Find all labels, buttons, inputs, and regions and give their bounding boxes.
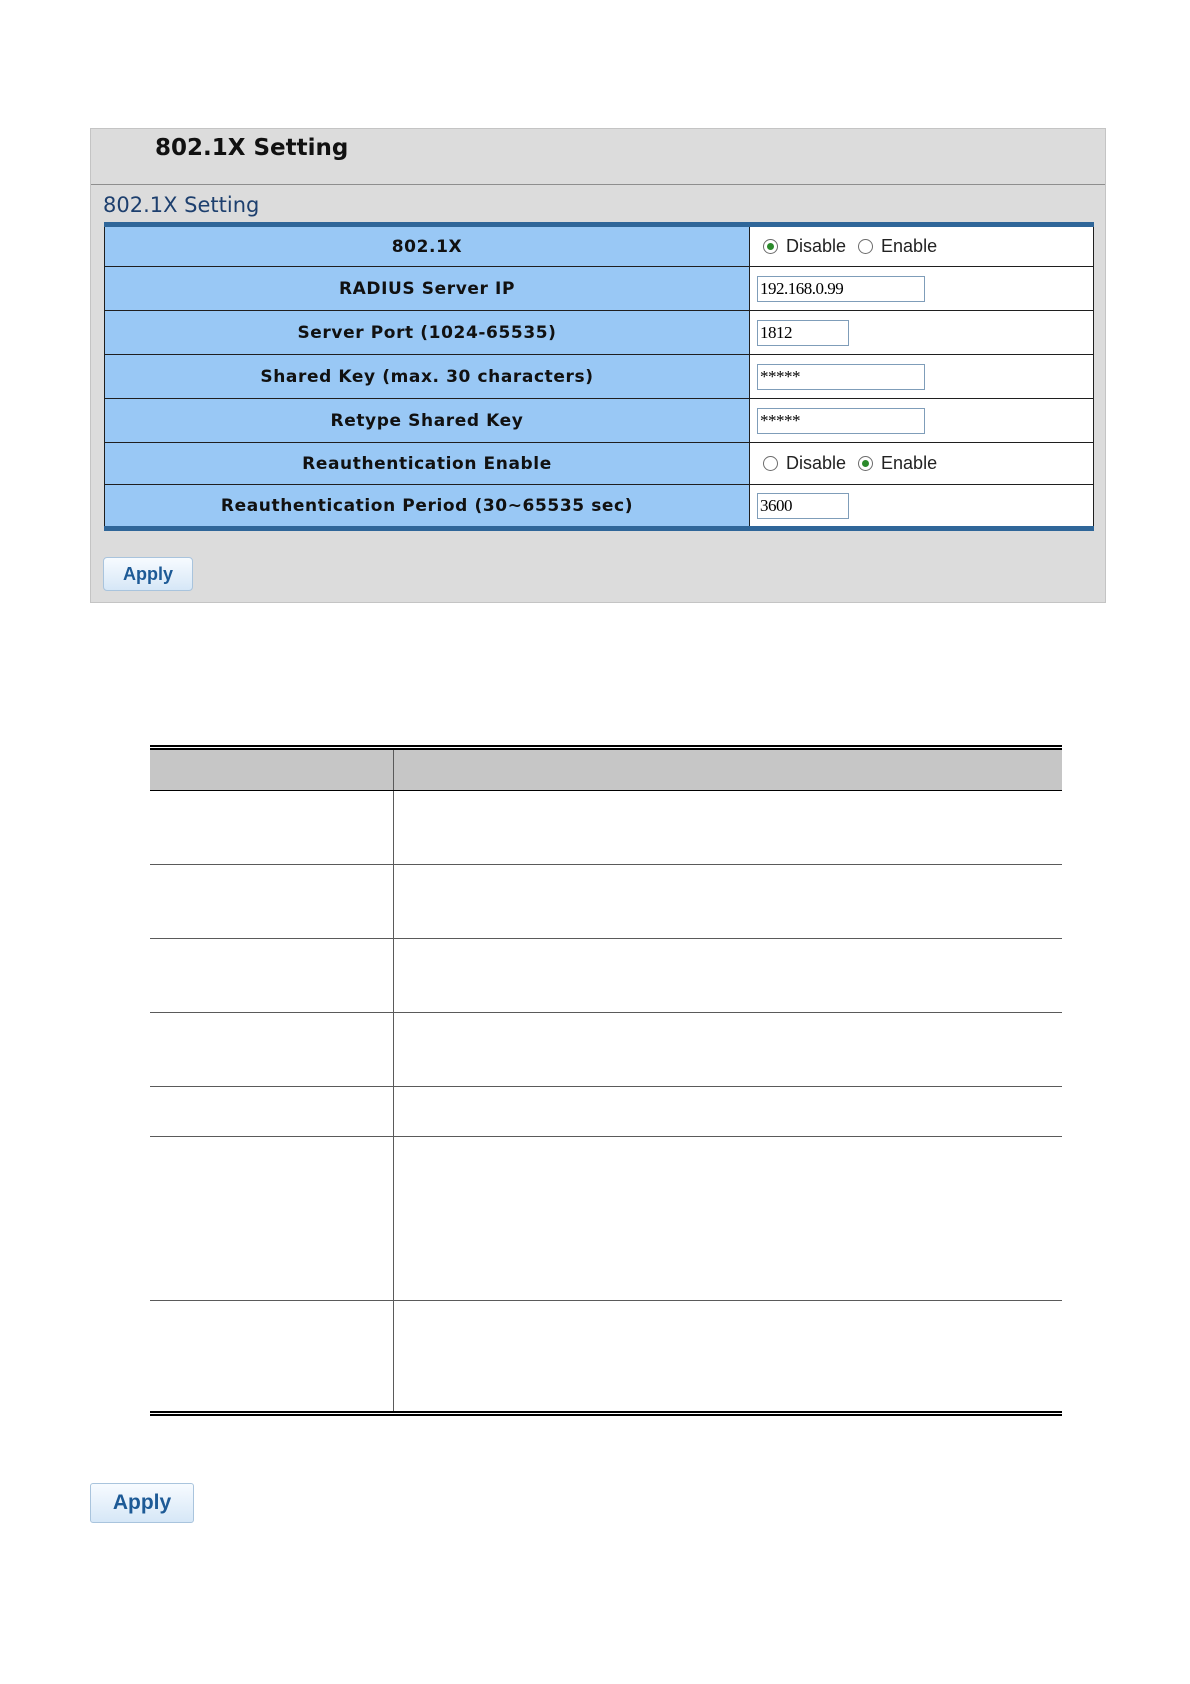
row-dot1x [105,225,1094,267]
description-table [150,745,1062,1416]
row-retype-key [105,399,1094,443]
row-server-port [105,311,1094,355]
header-cell-object [150,750,394,790]
table-row [150,939,1062,1013]
reauth-period-label: Reauthentication Period (30~65535 sec) [105,485,750,529]
table-row [150,1301,1062,1411]
reauth-enable-radio[interactable] [858,456,873,471]
table-row [150,1013,1062,1087]
table-row [150,1137,1062,1301]
row-radius-ip [105,267,1094,311]
table-row [150,1087,1062,1137]
settings-panel [90,128,1106,603]
header-cell-description [394,750,1062,790]
shared-key-label: Shared Key (max. 30 characters) [105,355,750,399]
panel-header [91,129,1105,185]
reauth-period-input[interactable]: 3600 [757,493,849,519]
shared-key-input[interactable]: ***** [757,364,925,390]
radius-ip-label: RADIUS Server IP [105,267,750,311]
apply-button-large[interactable]: Apply [90,1483,194,1523]
reauth-enable-label: Enable [881,453,938,473]
dot1x-disable-label: Disable [786,236,847,256]
dot1x-disable-radio[interactable] [763,239,778,254]
table-row [150,865,1062,939]
description-header-row [150,750,1062,791]
reauth-radio-group [757,453,1093,474]
server-port-label: Server Port (1024-65535) [105,311,750,355]
section-title: 802.1X Setting [103,193,260,217]
retype-key-input[interactable]: ***** [757,408,925,434]
reauth-disable-label: Disable [786,453,847,473]
dot1x-enable-label: Enable [881,236,938,256]
row-reauth-enable [105,443,1094,485]
settings-table [104,222,1094,531]
row-shared-key [105,355,1094,399]
retype-key-label: Retype Shared Key [105,399,750,443]
apply-button[interactable]: Apply [103,557,193,591]
table-row [150,791,1062,865]
radius-ip-input[interactable]: 192.168.0.99 [757,276,925,302]
server-port-input[interactable]: 1812 [757,320,849,346]
dot1x-radio-group [757,236,1093,257]
reauth-enable-label: Reauthentication Enable [105,443,750,485]
page-title: 802.1X Setting [155,135,349,161]
dot1x-enable-radio[interactable] [858,239,873,254]
dot1x-label: 802.1X [105,225,750,267]
reauth-disable-radio[interactable] [763,456,778,471]
row-reauth-period [105,485,1094,529]
